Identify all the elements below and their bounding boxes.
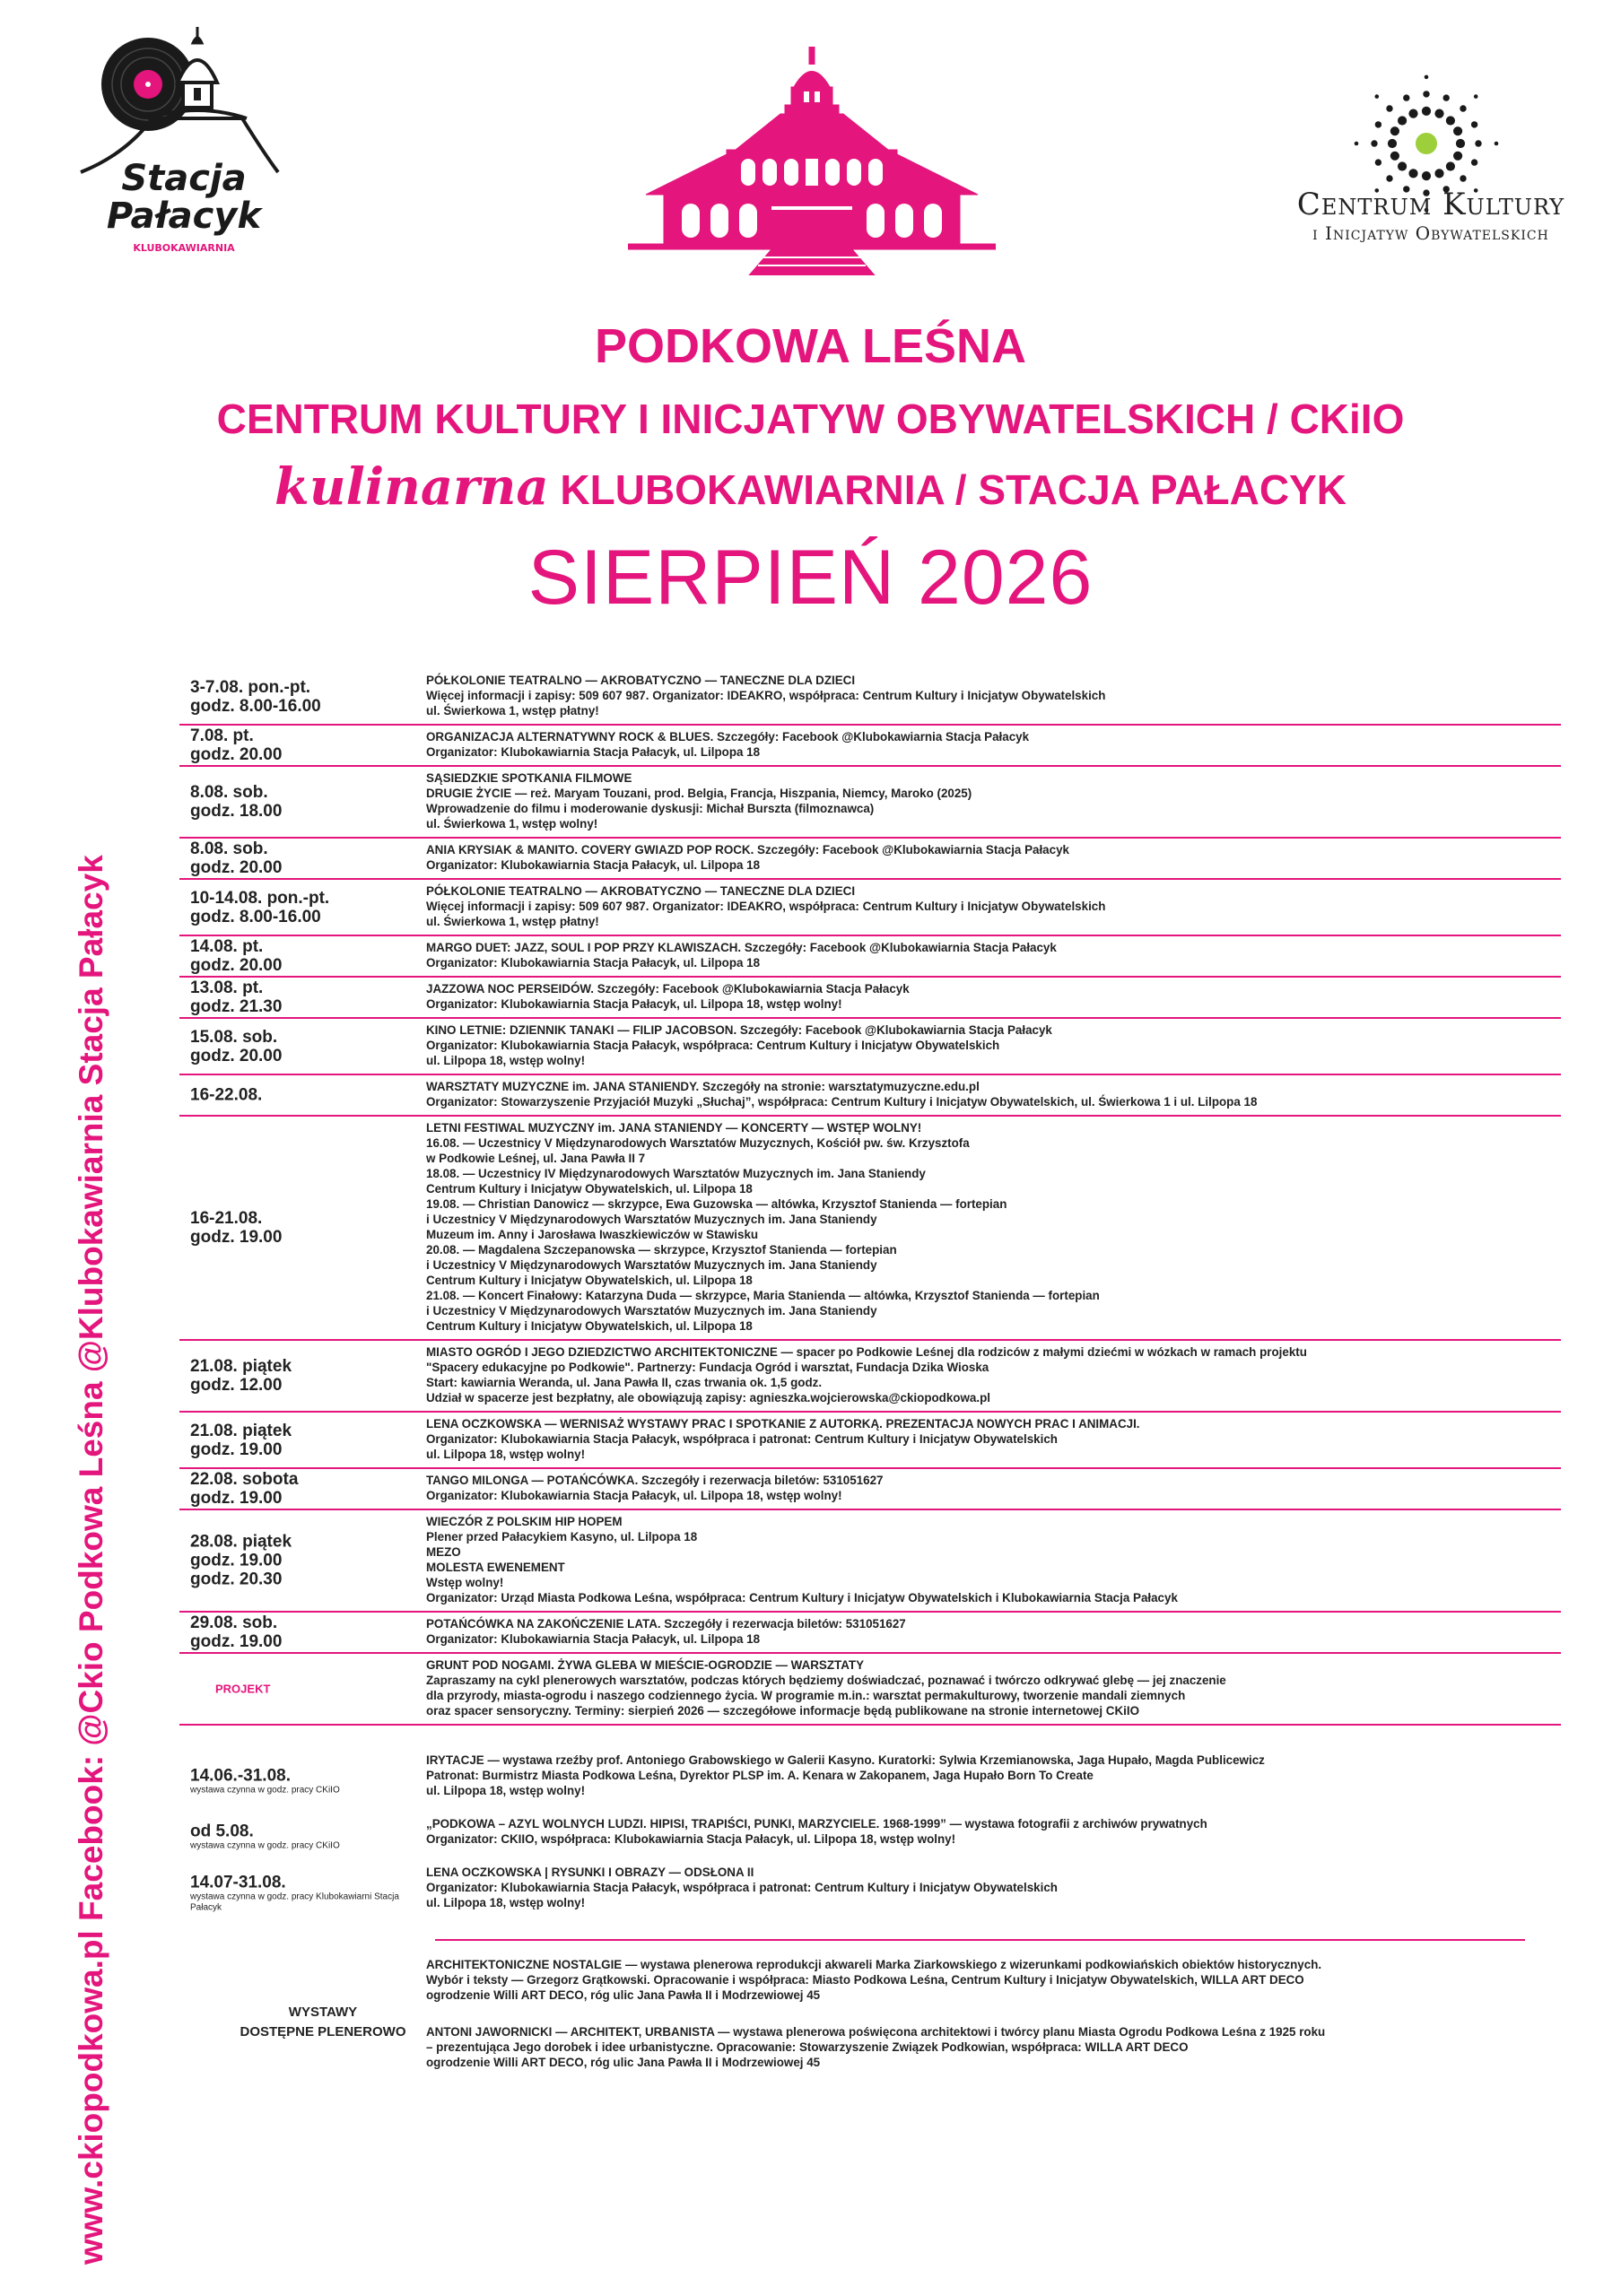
event-date-line: godz. 19.00 <box>190 1489 283 1508</box>
logo-dot <box>1456 139 1465 148</box>
event-description-line: Organizator: Klubokawiarnia Stacja Pałacyk, ul. Lilpopa 18, wstęp wolny! <box>426 1489 842 1502</box>
logo-dot <box>1422 107 1431 116</box>
event-date <box>190 839 414 877</box>
event-description-line: Organizator: Klubokawiarnia Stacja Pałacyk, ul. Lilpopa 18 <box>426 858 761 872</box>
outdoor-exhibitions <box>179 1953 1561 2088</box>
event-date-line: godz. 19.00 <box>190 1439 283 1459</box>
event-description-line: LENA OCZKOWSKA — WERNISAŻ WYSTAWY PRAC I SPOTKANIE Z AUTORKĄ. PREZENTACJA NOWYCH PRAC I ANIMACJI. <box>426 1417 1140 1431</box>
event-date <box>190 937 414 975</box>
event-description-line: ul. Świerkowa 1, wstęp płatny! <box>426 704 599 718</box>
logo-dot <box>1495 142 1499 146</box>
event-date <box>190 1873 414 1913</box>
event-row <box>179 767 1561 839</box>
event-description <box>426 1752 1561 1798</box>
title-kulinarna: kulinarna <box>275 457 549 517</box>
logo-dot <box>1423 91 1429 97</box>
outdoor-label-line2: DOSTĘPNE PLENEROWO <box>240 2024 406 2039</box>
event-description-line: Organizator: Klubokawiarnia Stacja Pałacyk, ul. Lilpopa 18, wstęp wolny! <box>426 997 842 1011</box>
event-row <box>179 839 1561 880</box>
logo-dot <box>1375 159 1381 165</box>
side-contact-text: www.ckiopodkowa.pl Facebook: @Ckio Podkowa Leśna @Klubokawiarnia Stacja Pałacyk <box>73 855 109 2265</box>
events-list <box>179 669 1561 1726</box>
event-description-line: 18.08. — Uczestnicy IV Międzynarodowych Warsztatów Muzycznych im. Jana Staniendy <box>426 1167 926 1180</box>
event-row <box>179 978 1561 1019</box>
event-date-line: 15.08. sob. <box>190 1027 278 1047</box>
logo-dot <box>1471 159 1477 165</box>
event-description <box>426 981 1561 1012</box>
event-description-line: KINO LETNIE: DZIENNIK TANAKI — FILIP JACOBSON. Szczegóły: Facebook @Klubokawiarnia Stacja Pałacyk <box>426 1023 1052 1037</box>
event-description <box>426 770 1561 831</box>
logo-dot <box>1446 116 1455 125</box>
logo-dot <box>1375 94 1380 99</box>
event-description-line: ARCHITEKTONICZNE NOSTALGIE — wystawa plenerowa reprodukcji akwareli Marka Ziarkowskiego z wizerunkami podkowiańskich obiektów historycznych. <box>426 1958 1322 1971</box>
logo-dot <box>1386 175 1392 181</box>
event-description-line: WARSZTATY MUZYCZNE im. JANA STANIENDY. Szczegóły na stronie: warsztatymuzyczne.edu.pl <box>426 1080 980 1093</box>
event-description <box>426 1957 1561 2003</box>
exhibition-row <box>179 1813 1561 1861</box>
logo-dot <box>1425 75 1429 80</box>
event-date-line: godz. 20.00 <box>190 745 283 764</box>
event-description-line: Patronat: Burmistrz Miasta Podkowa Leśna, Dyrektor PLSP im. A. Kenara w Zakopanem, Jaga Hupało Born To Create <box>426 1769 1094 1782</box>
logo-dot <box>1355 142 1359 146</box>
event-date-line: PROJEKT <box>215 1682 271 1696</box>
event-description-line: Udział w spacerze jest bezpłatny, ale obowiązują zapisy: agnieszka.wojcierowska@ckiopodkowa.pl <box>426 1391 990 1405</box>
event-description-line: 19.08. — Christian Danowicz — skrzypce, Ewa Guzowska — altówka, Krzysztof Stanienda — fortepian <box>426 1197 1007 1211</box>
event-description-line: ORGANIZACJA ALTERNATYWNY ROCK & BLUES. Szczegóły: Facebook @Klubokawiarnia Stacja Pałacyk <box>426 730 1030 744</box>
event-description-line: GRUNT POD NOGAMI. ŻYWA GLEBA W MIEŚCIE-OGRODZIE — WARSZTATY <box>426 1658 864 1672</box>
event-description-line: Organizator: Klubokawiarnia Stacja Pałacyk, współpraca: Centrum Kultury i Inicjatyw Obywatelskich <box>426 1039 1000 1052</box>
event-description-line: ANIA KRYSIAK & MANITO. COVERY GWIAZD POP ROCK. Szczegóły: Facebook @Klubokawiarnia Stacja Pałacyk <box>426 843 1069 857</box>
event-description-line: TANGO MILONGA — POTAŃCÓWKA. Szczegóły i rezerwacja biletów: 531051627 <box>426 1474 884 1487</box>
event-description-line: JAZZOWA NOC PERSEIDÓW. Szczegóły: Facebook @Klubokawiarnia Stacja Pałacyk <box>426 982 910 996</box>
event-date-line: 13.08. pt. <box>190 978 264 997</box>
event-description <box>426 1416 1561 1462</box>
logo-dot <box>1443 94 1450 100</box>
event-description-line: ogrodzenie Willi ART DECO, róg ulic Jana Pawła II i Modrzewiowej 45 <box>426 2056 821 2069</box>
event-description-line: i Uczestnicy V Międzynarodowych Warsztatów Muzycznych im. Jana Staniendy <box>426 1304 877 1318</box>
title-town: PODKOWA LEŚNA <box>594 319 1027 373</box>
logo-dot <box>1475 140 1481 146</box>
logo-dot <box>1408 109 1417 118</box>
event-description-line: Start: kawiarnia Weranda, ul. Jana Pawła II, czas trwania ok. 1,5 godz. <box>426 1376 823 1389</box>
title-month: SIERPIEŃ 2026 <box>527 535 1094 621</box>
event-description-line: Centrum Kultury i Inicjatyw Obywatelskich, ul. Lilpopa 18 <box>426 1319 753 1333</box>
event-row <box>179 1654 1561 1726</box>
event-date-line: 8.08. sob. <box>190 783 268 802</box>
event-date <box>190 1028 414 1065</box>
logo-dot <box>1434 169 1443 178</box>
logo-dot <box>1474 94 1478 99</box>
exhibition-hours-note: wystawa czynna w godz. pracy CKiIO <box>190 1785 340 1795</box>
event-description <box>426 1344 1561 1405</box>
event-date-line: godz. 20.00 <box>190 956 283 975</box>
event-description <box>426 2024 1561 2070</box>
palace-building-illustration <box>628 47 996 275</box>
event-row <box>179 1117 1561 1341</box>
exhibition-row <box>179 1749 1561 1813</box>
event-description <box>426 883 1561 929</box>
event-date-line: godz. 21.30 <box>190 997 283 1016</box>
event-description-line: MOLESTA EWENEMENT <box>426 1561 565 1574</box>
event-date <box>190 726 414 764</box>
event-date-line: godz. 19.00 <box>190 1551 283 1570</box>
event-row <box>179 669 1561 726</box>
logo-dot <box>1398 161 1407 170</box>
event-description-line: 20.08. — Magdalena Szczepanowska — skrzypce, Krzysztof Stanienda — fortepian <box>426 1243 897 1257</box>
event-description-line: PÓŁKOLONIE TEATRALNO — AKROBATYCZNO — TANECZNE DLA DZIECI <box>426 674 856 687</box>
event-date-line: godz. 8.00-16.00 <box>190 696 321 716</box>
event-date <box>190 1822 414 1852</box>
logo-dot <box>1398 116 1407 125</box>
event-description-line: ul. Lilpopa 18, wstęp wolny! <box>426 1448 586 1461</box>
ckiio-logo-line2: i Inicjatyw Obywatelskich <box>1312 222 1549 244</box>
event-date-line: 28.08. piątek <box>190 1532 292 1552</box>
event-description <box>426 673 1561 718</box>
exhibition-row <box>179 1861 1561 1925</box>
logo-text-stacja: Stacja <box>121 158 247 199</box>
event-description-line: LETNI FESTIWAL MUZYCZNY im. JANA STANIENDY — KONCERTY — WSTĘP WOLNY! <box>426 1121 922 1135</box>
event-description-line: Wybór i teksty — Grzegorz Grątkowski. Opracowanie i współpraca: Miasto Podkowa Leśna, Centrum Kultury i Inicjatyw Obywatelskich, WILLA ART DECO <box>426 1973 1304 1987</box>
event-date-line: godz. 12.00 <box>190 1376 283 1395</box>
event-description <box>426 842 1561 873</box>
event-date-line: 16-22.08. <box>190 1085 263 1105</box>
event-date-line: godz. 20.00 <box>190 858 283 877</box>
event-description-line: Muzeum im. Anny i Jarosława Iwaszkiewiczów w Stawisku <box>426 1228 759 1241</box>
event-description-line: dla przyrody, miasta-ogrodu i naszego codziennego życia. W programie m.in.: warsztat permakulturowy, tworzenie mandali ziemnych <box>426 1689 1186 1702</box>
event-date-line: od 5.08. <box>190 1822 254 1841</box>
event-date-line: godz. 8.00-16.00 <box>190 907 321 926</box>
event-description-line: Organizator: Klubokawiarnia Stacja Pałacyk, współpraca i patronat: Centrum Kultury i Inicjatyw Obywatelskich <box>426 1432 1058 1446</box>
logo-dot <box>1446 161 1455 170</box>
event-description <box>426 1120 1561 1334</box>
event-description <box>426 1473 1561 1503</box>
event-description <box>426 1657 1561 1718</box>
event-description-line: IRYTACJE — wystawa rzeźby prof. Antoniego Grabowskiego w Galerii Kasyno. Kuratorki: Sylwia Krzemianowska, Jaga Hupało, Magda Publicewicz <box>426 1753 1265 1767</box>
event-row <box>179 726 1561 767</box>
event-description-line: MARGO DUET: JAZZ, SOUL I POP PRZY KLAWISZACH. Szczegóły: Facebook @Klubokawiarnia Stacja Pałacyk <box>426 941 1057 954</box>
logo-dot <box>1390 126 1399 135</box>
event-date-line: 21.08. piątek <box>190 1357 292 1376</box>
event-date <box>215 1680 440 1699</box>
event-date-line: 14.07-31.08. <box>190 1873 286 1892</box>
event-description-line: „PODKOWA – AZYL WOLNYCH LUDZI. HIPISI, TRAPIŚCI, PUNKI, MARZYCIELE. 1968-1999” — wystawa fotografii z archiwów prywatnych <box>426 1817 1207 1831</box>
event-description-line: LENA OCZKOWSKA | RYSUNKI I OBRAZY — ODSŁONA II <box>426 1866 754 1879</box>
event-description-line: Więcej informacji i zapisy: 509 607 987. Organizator: IDEAKRO, współpraca: Centrum Kultury i Inicjatyw Obywatelskich <box>426 900 1106 913</box>
event-description-line: Organizator: Klubokawiarnia Stacja Pałacyk, ul. Lilpopa 18 <box>426 1632 761 1646</box>
event-row <box>179 936 1561 978</box>
event-description-line: Wstęp wolny! <box>426 1576 504 1589</box>
event-row <box>179 1613 1561 1654</box>
event-row <box>179 880 1561 936</box>
event-description-line: Centrum Kultury i Inicjatyw Obywatelskich, ul. Lilpopa 18 <box>426 1274 753 1287</box>
event-date-line: 7.08. pt. <box>190 726 254 745</box>
event-description <box>426 1865 1561 1910</box>
event-description-line: ul. Świerkowa 1, wstęp płatny! <box>426 915 599 928</box>
event-description-line: 21.08. — Koncert Finałowy: Katarzyna Duda — skrzypce, Maria Stanienda — altówka, Krzysztof Stanienda — fortepian <box>426 1289 1100 1302</box>
event-description <box>426 1816 1561 1847</box>
event-description-line: ul. Lilpopa 18, wstęp wolny! <box>426 1896 586 1909</box>
event-description <box>426 1079 1561 1109</box>
event-date-line: 10-14.08. pon.-pt. <box>190 888 330 908</box>
event-date-line: 14.06.-31.08. <box>190 1766 291 1785</box>
logo-dot <box>1388 139 1397 148</box>
event-row <box>179 1075 1561 1117</box>
event-description-line: WIECZÓR Z POLSKIM HIP HOPEM <box>426 1515 623 1528</box>
event-date-line: 3-7.08. pon.-pt. <box>190 677 311 697</box>
event-description <box>426 940 1561 970</box>
event-description <box>426 1616 1561 1647</box>
event-date-line: godz. 20.30 <box>190 1570 283 1589</box>
event-row <box>179 1510 1561 1613</box>
event-description-line: MIASTO OGRÓD I JEGO DZIEDZICTWO ARCHITEKTONICZNE — spacer po Podkowie Leśnej dla rodziców z małymi dziećmi w wózkach w ramach projektu <box>426 1345 1307 1359</box>
event-date <box>190 978 414 1016</box>
event-row <box>179 1469 1561 1510</box>
title-klubokawiarnia <box>0 457 1621 517</box>
logo-dot <box>1386 105 1392 111</box>
title-ckiio: CENTRUM KULTURY I INICJATYW OBYWATELSKICH / CKiIO <box>216 396 1405 442</box>
event-description-line: i Uczestnicy V Międzynarodowych Warsztatów Muzycznych im. Jana Staniendy <box>426 1258 877 1272</box>
event-description-line: oraz spacer sensoryczny. Terminy: sierpień 2026 — szczegółowe informacje będą publikowane na stronie internetowej CKiIO <box>426 1704 1139 1718</box>
event-description-line: 16.08. — Uczestnicy V Międzynarodowych Warsztatów Muzycznych, Kościół pw. św. Krzysztofa <box>426 1136 970 1150</box>
event-description-line: Organizator: CKIIO, współpraca: Klubokawiarnia Stacja Pałacyk, ul. Lilpopa 18, wstęp wolny! <box>426 1832 956 1846</box>
event-description-line: "Spacery edukacyjne po Podkowie". Partnerzy: Fundacja Ogród i warsztat, Fundacja Dzika Wioska <box>426 1361 989 1374</box>
logo-text-palacyk: Pałacyk <box>106 196 262 237</box>
event-date <box>190 1533 414 1589</box>
event-description-line: DRUGIE ŻYCIE — reż. Maryam Touzani, prod. Belgia, Francja, Hiszpania, Niemcy, Maroko (2025) <box>426 787 972 800</box>
event-description-line: Organizator: Klubokawiarnia Stacja Pałacyk, ul. Lilpopa 18 <box>426 956 761 970</box>
event-date-line: godz. 20.00 <box>190 1046 283 1065</box>
event-description-line: Wprowadzenie do filmu i moderowanie dyskusji: Michał Bursztа (filmoznawca) <box>426 802 875 815</box>
event-description-line: Plener przed Pałacykiem Kasyno, ul. Lilpopa 18 <box>426 1530 698 1544</box>
event-date-line: 16-21.08. <box>190 1209 263 1228</box>
event-description-line: Centrum Kultury i Inicjatyw Obywatelskich, ul. Lilpopa 18 <box>426 1182 753 1196</box>
event-description-line: w Podkowie Leśnej, ul. Jana Pawła II 7 <box>426 1152 646 1165</box>
ckiio-logo-line1: Centrum Kultury <box>1296 187 1565 222</box>
event-description-line: POTAŃCÓWKA NA ZAKOŃCZENIE LATA. Szczegóły i rezerwacja biletów: 531051627 <box>426 1617 906 1631</box>
event-row <box>179 1413 1561 1469</box>
event-date <box>190 783 414 821</box>
event-date-line: 14.08. pt. <box>190 937 264 956</box>
event-date-line: godz. 18.00 <box>190 802 283 821</box>
event-date <box>190 678 414 716</box>
title-klubokawiarnia-rest: KLUBOKAWIARNIA / STACJA PAŁACYK <box>548 466 1346 513</box>
event-description-line: SĄSIEDZKIE SPOTKANIA FILMOWE <box>426 771 632 785</box>
event-description-line: PÓŁKOLONIE TEATRALNO — AKROBATYCZNO — TANECZNE DLA DZIECI <box>426 884 856 898</box>
event-date-line: godz. 19.00 <box>190 1632 283 1651</box>
event-date <box>190 1470 414 1508</box>
event-date-line: 8.08. sob. <box>190 839 268 858</box>
ckiio-logo-text <box>1296 187 1565 244</box>
event-date <box>190 1613 414 1651</box>
event-description-line: Organizator: Urząd Miasta Podkowa Leśna, współpraca: Centrum Kultury i Inicjatyw Obywatelskich i Klubokawiarnia Stacja Pałacyk <box>426 1591 1178 1605</box>
event-description-line: i Uczestnicy V Międzynarodowych Warsztatów Muzycznych im. Jana Staniendy <box>426 1213 877 1226</box>
event-row <box>179 1341 1561 1413</box>
logo-dot <box>1422 171 1431 180</box>
event-description-line: Organizator: Klubokawiarnia Stacja Pałacyk, ul. Lilpopa 18 <box>426 745 761 759</box>
event-date <box>190 1209 414 1247</box>
logo-dot <box>1371 140 1377 146</box>
event-description <box>426 1514 1561 1605</box>
logo-dot <box>1460 105 1466 111</box>
event-description <box>426 729 1561 760</box>
event-description-line: Więcej informacji i zapisy: 509 607 987. Organizator: IDEAKRO, współpraca: Centrum Kultury i Inicjatyw Obywatelskich <box>426 689 1106 702</box>
outdoor-exhibition-row <box>179 2021 1561 2088</box>
exhibition-hours-note: wystawa czynna w godz. pracy Klubokawiarni Stacja Pałacyk <box>190 1892 399 1912</box>
event-date <box>190 1357 414 1395</box>
logo-dot <box>1453 126 1462 135</box>
stacja-palacyk-logo <box>63 20 287 262</box>
outdoor-label-line1: WYSTAWY <box>288 2005 358 2020</box>
event-row <box>179 1019 1561 1075</box>
logo-dot <box>1471 121 1477 127</box>
logo-text-klubokawiarnia: KLUBOKAWIARNIA <box>133 242 235 254</box>
event-description-line: – prezentująca Jego dorobek i idee urbanistyczne. Opracowanie: Stowarzyszenie Związek Podkowian, współpraca: WILLA ART DECO <box>426 2040 1189 2054</box>
logo-dot <box>1403 94 1409 100</box>
event-date-line: godz. 19.00 <box>190 1228 283 1247</box>
event-description-line: Organizator: Stowarzyszenie Przyjaciół Muzyki „Słuchaj”, współpraca: Centrum Kultury i Inicjatyw Obywatelskich, ul. Świerkowa 1 i ul. Lilpopa 18 <box>426 1095 1258 1109</box>
event-description-line: ANTONI JAWORNICKI — ARCHITEKT, URBANISTA — wystawa plenerowa poświęcona architektowi i twórcy planu Miasta Ogrodu Podkowa Leśna z 1925 roku <box>426 2025 1326 2039</box>
event-date <box>190 1086 414 1105</box>
event-date-line: 21.08. piątek <box>190 1421 292 1440</box>
schedule-list <box>179 669 1561 2088</box>
event-description-line: Zapraszamy na cykl plenerowych warsztatów, podczas których będziemy doświadczać, poznawać i twórczo odkrywać glebę — jej znaczenie <box>426 1674 1226 1687</box>
exhibition-hours-note: wystawa czynna w godz. pracy CKiIO <box>190 1840 340 1851</box>
event-date <box>190 1422 414 1459</box>
event-description-line: ul. Lilpopa 18, wstęp wolny! <box>426 1784 586 1797</box>
event-description-line: MEZO <box>426 1545 461 1559</box>
event-date <box>190 889 414 926</box>
logo-dot <box>1434 109 1443 118</box>
event-description <box>426 1022 1561 1068</box>
event-description-line: ogrodzenie Willi ART DECO, róg ulic Jana Pawła II i Modrzewiowej 45 <box>426 1988 821 2002</box>
event-date <box>190 1766 414 1796</box>
event-description-line: ul. Świerkowa 1, wstęp wolny! <box>426 817 598 831</box>
event-date-line: 29.08. sob. <box>190 1613 278 1632</box>
event-description-line: ul. Lilpopa 18, wstęp wolny! <box>426 1054 586 1067</box>
exhibitions-list <box>179 1749 1561 1925</box>
logo-dot <box>1408 169 1417 178</box>
exhibitions-divider <box>435 1939 1525 1941</box>
logo-dot <box>1453 152 1462 161</box>
event-date-line: 22.08. sobota <box>190 1470 299 1489</box>
logo-dot <box>1460 175 1466 181</box>
logo-dot <box>1390 152 1399 161</box>
outdoor-exhibition-row <box>179 1953 1561 2021</box>
logo-dot <box>1375 121 1381 127</box>
event-description-line: Organizator: Klubokawiarnia Stacja Pałacyk, współpraca i patronat: Centrum Kultury i Inicjatyw Obywatelskich <box>426 1881 1058 1894</box>
